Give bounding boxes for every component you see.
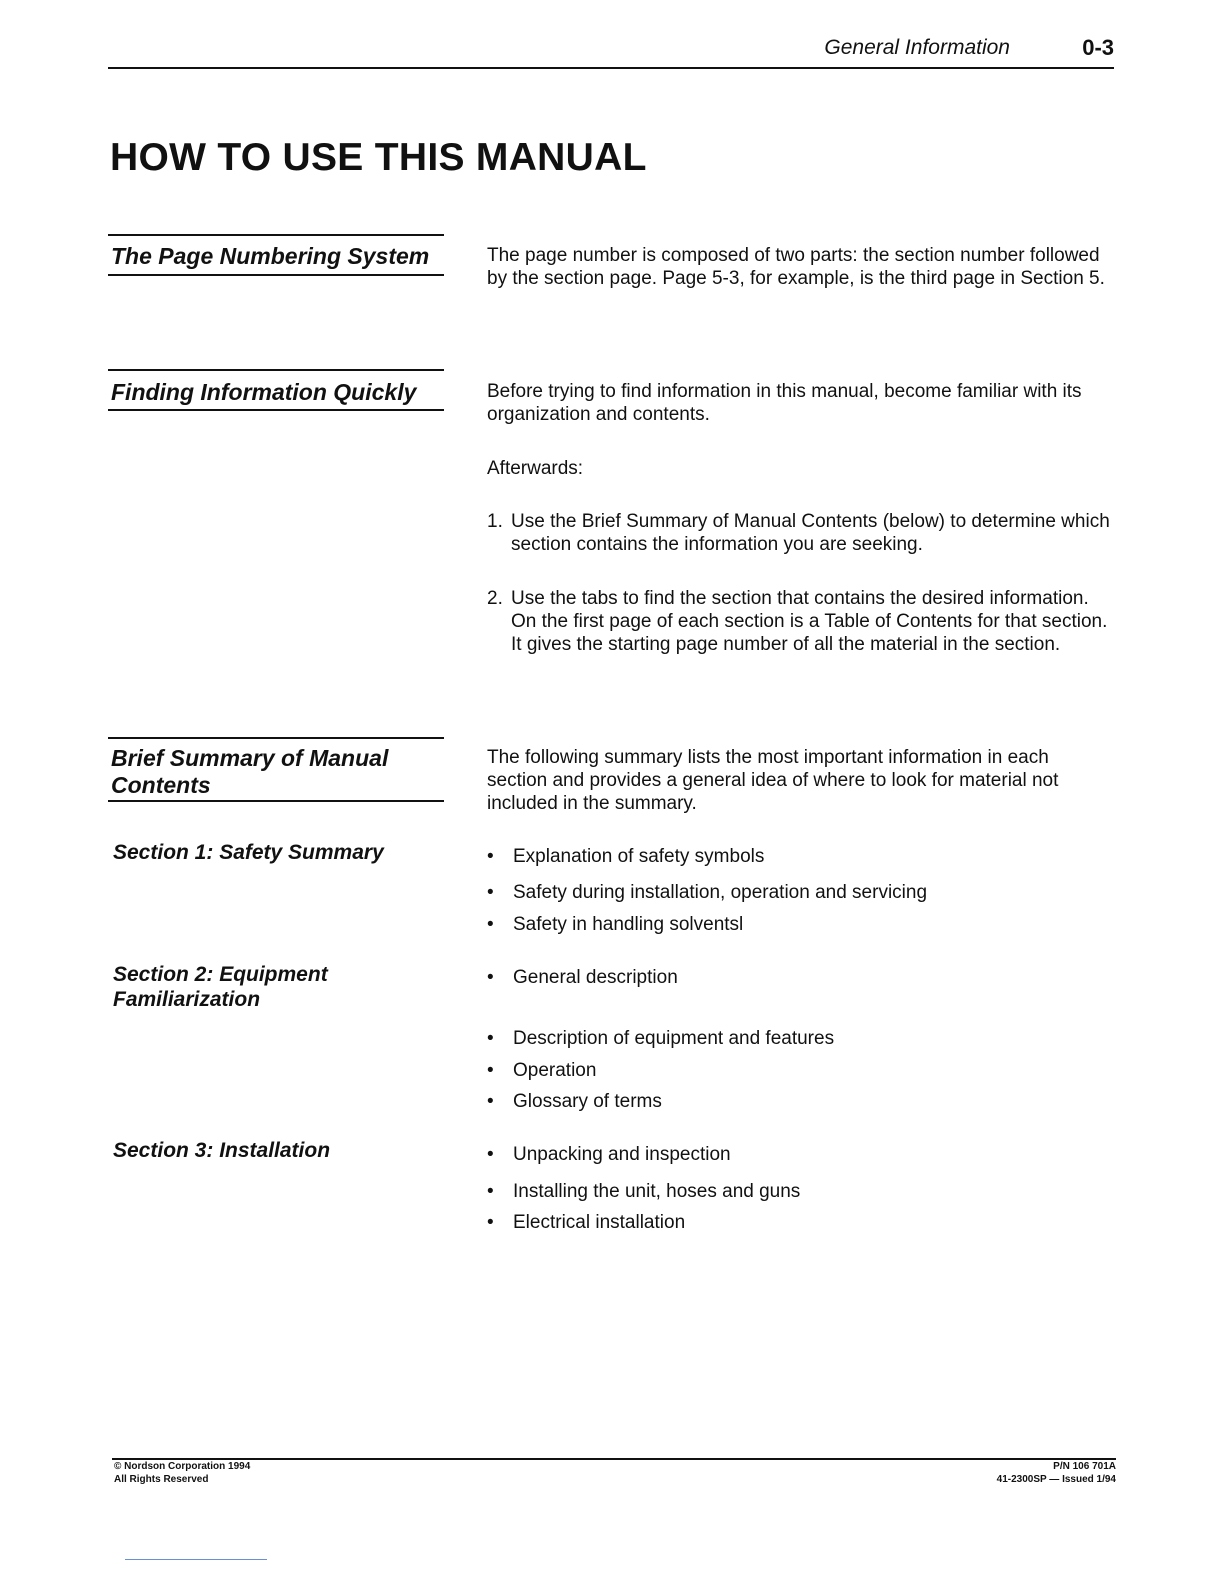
numbered-step: [487, 587, 1112, 656]
bullet-icon: •: [487, 914, 494, 935]
footer-copyright: © Nordson Corporation 1994 All Rights Reserved: [114, 1461, 251, 1485]
list-item: • Installing the unit, hoses and guns: [487, 1181, 801, 1202]
section-rule-bottom: [108, 800, 444, 802]
page-number: 0-3: [1082, 35, 1114, 60]
list-item: • Description of equipment and features: [487, 1028, 835, 1049]
list-item: • Safety in handling solventsl: [487, 914, 744, 935]
section-rule-top: [108, 737, 444, 739]
bullet-icon: •: [487, 1091, 494, 1112]
list-item: • Safety during installation, operation and servicing: [487, 882, 928, 903]
finding-info-intro: Before trying to find information in this manual, become familiar with its organization and contents.: [487, 381, 1082, 425]
bullet-icon: •: [487, 1028, 494, 1049]
bullet-icon: •: [487, 1181, 494, 1202]
bullet-icon: •: [487, 846, 494, 867]
section-rule-bottom: [108, 409, 444, 411]
step-text: Use the tabs to find the section that contains the desired information. On the first page of each section is a Table of Contents for that section. It gives the starting page number of all the material in the section.: [511, 588, 1108, 655]
header-rule: [108, 67, 1114, 69]
step-text: Use the Brief Summary of Manual Contents (below) to determine which section contains the information you are seeking.: [511, 511, 1110, 555]
afterwards-label: Afterwards:: [487, 458, 584, 479]
section-rule-top: [108, 234, 444, 236]
bullet-icon: •: [487, 1212, 494, 1233]
section-heading-finding-info: Finding Information Quickly: [111, 379, 417, 405]
bullet-icon: •: [487, 967, 494, 988]
summary-intro: The following summary lists the most important information in each section and provides a general idea of where to look for material not included in the summary.: [487, 747, 1059, 814]
bottom-divider: [125, 1559, 267, 1560]
summary-section-title: Section 2: Equipment Familiarization: [113, 963, 328, 1011]
step-number: 2.: [487, 588, 503, 609]
list-item: • Electrical installation: [487, 1212, 686, 1233]
bullet-icon: •: [487, 1144, 494, 1165]
footer-part-number: P/N 106 701A 41-2300SP — Issued 1/94: [996, 1461, 1116, 1485]
list-item: • Explanation of safety symbols: [487, 846, 765, 867]
list-item: • Operation: [487, 1060, 597, 1081]
running-header-title: General Information: [824, 36, 1010, 59]
page-numbering-text: The page number is composed of two parts: the section number followed by the section page. Page 5-3, for example, is the third page in Section 5.: [487, 245, 1105, 289]
section-heading-page-numbering: The Page Numbering System: [111, 243, 430, 269]
bullet-icon: •: [487, 882, 494, 903]
bullet-icon: •: [487, 1060, 494, 1081]
numbered-step: [487, 510, 1112, 556]
page-title: HOW TO USE THIS MANUAL: [110, 136, 647, 179]
section-heading-summary: Brief Summary of Manual Contents: [111, 745, 389, 798]
list-item: • Unpacking and inspection: [487, 1144, 731, 1165]
step-number: 1.: [487, 511, 503, 532]
section-rule-bottom: [108, 274, 444, 276]
list-item: • Glossary of terms: [487, 1091, 662, 1112]
section-rule-top: [108, 369, 444, 371]
summary-section-title: Section 1: Safety Summary: [113, 841, 384, 864]
list-item: • General description: [487, 967, 678, 988]
summary-section-title: Section 3: Installation: [113, 1139, 331, 1162]
